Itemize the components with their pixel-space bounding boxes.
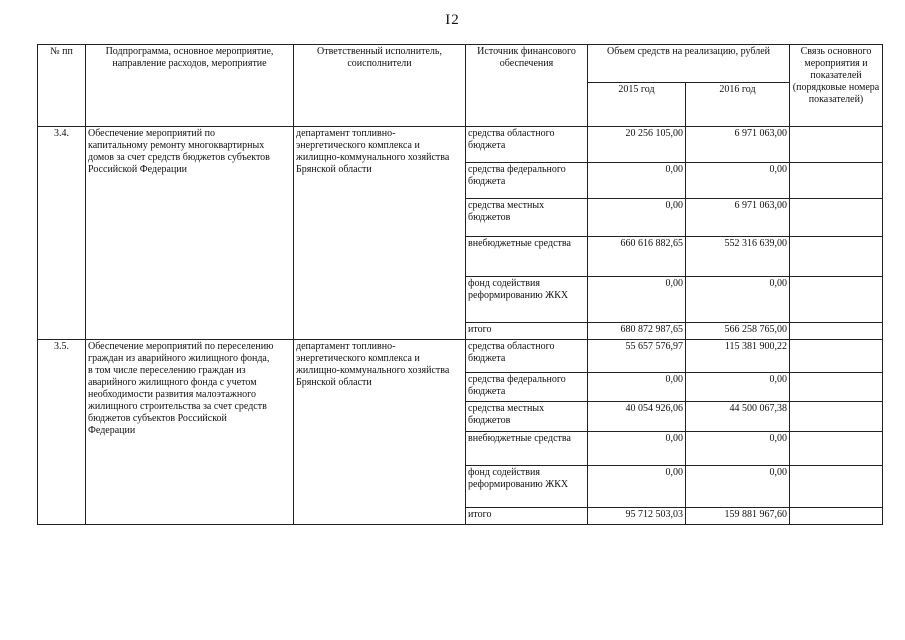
indicator-link xyxy=(790,237,883,277)
funding-source: внебюджетные средства xyxy=(466,237,588,277)
executor: департамент топливно- энергетического комплекса и жилищно-коммунального хозяйства Брянской области xyxy=(294,340,466,525)
indicator-link xyxy=(790,340,883,373)
funding-source: средства областного бюджета xyxy=(466,340,588,373)
amount-2016: 6 971 063,00 xyxy=(686,127,790,163)
total-label: итого xyxy=(466,508,588,525)
header-executor: Ответственный исполнитель, соисполнители xyxy=(294,45,466,127)
header-volume: Объем средств на реализацию, рублей xyxy=(588,45,790,83)
amount-2016: 0,00 xyxy=(686,432,790,466)
amount-2016: 115 381 900,22 xyxy=(686,340,790,373)
amount-2016: 0,00 xyxy=(686,373,790,402)
funding-source: средства областного бюджета xyxy=(466,127,588,163)
header-source: Источник финансового обеспечения xyxy=(466,45,588,127)
funding-source: фонд содействия реформированию ЖКХ xyxy=(466,466,588,508)
indicator-link xyxy=(790,323,883,340)
amount-2015: 20 256 105,00 xyxy=(588,127,686,163)
amount-2015: 95 712 503,03 xyxy=(588,508,686,525)
table-row xyxy=(38,340,883,373)
funding-source: средства федерального бюджета xyxy=(466,373,588,402)
funding-source: средства местных бюджетов xyxy=(466,402,588,432)
amount-2016: 0,00 xyxy=(686,163,790,199)
amount-2015: 0,00 xyxy=(588,199,686,237)
program-description: Обеспечение мероприятий по капитальному ремонту многоквартирных домов за счет средств бюджетов субъектов Российской Федерации xyxy=(86,127,294,340)
funding-source: средства федерального бюджета xyxy=(466,163,588,199)
header-year-2015: 2015 год xyxy=(588,83,686,127)
amount-2016: 159 881 967,60 xyxy=(686,508,790,525)
amount-2016: 552 316 639,00 xyxy=(686,237,790,277)
amount-2016: 566 258 765,00 xyxy=(686,323,790,340)
indicator-link xyxy=(790,163,883,199)
amount-2015: 0,00 xyxy=(588,432,686,466)
table-row xyxy=(38,127,883,163)
indicator-link xyxy=(790,432,883,466)
executor: департамент топливно- энергетического комплекса и жилищно-коммунального хозяйства Брянской области xyxy=(294,127,466,340)
header-year-2016: 2016 год xyxy=(686,83,790,127)
indicator-link xyxy=(790,277,883,323)
indicator-link xyxy=(790,199,883,237)
amount-2016: 0,00 xyxy=(686,466,790,508)
section-number: 3.5. xyxy=(38,340,86,525)
table-body xyxy=(38,127,883,525)
indicator-link xyxy=(790,466,883,508)
amount-2015: 0,00 xyxy=(588,163,686,199)
header-num: № пп xyxy=(38,45,86,127)
header-link: Связь основного мероприятия и показателей (порядковые номера показателей) xyxy=(790,45,883,127)
amount-2016: 6 971 063,00 xyxy=(686,199,790,237)
amount-2015: 55 657 576,97 xyxy=(588,340,686,373)
indicator-link xyxy=(790,508,883,525)
indicator-link xyxy=(790,373,883,402)
indicator-link xyxy=(790,127,883,163)
amount-2015: 660 616 882,65 xyxy=(588,237,686,277)
amount-2015: 40 054 926,06 xyxy=(588,402,686,432)
amount-2016: 44 500 067,38 xyxy=(686,402,790,432)
amount-2015: 0,00 xyxy=(588,373,686,402)
page-number: I2 xyxy=(445,12,460,28)
section-number: 3.4. xyxy=(38,127,86,340)
funding-source: средства местных бюджетов xyxy=(466,199,588,237)
indicator-link xyxy=(790,402,883,432)
funding-source: фонд содействия реформированию ЖКХ xyxy=(466,277,588,323)
amount-2015: 0,00 xyxy=(588,277,686,323)
header-program: Подпрограмма, основное мероприятие, направление расходов, мероприятие xyxy=(86,45,294,127)
funding-source: внебюджетные средства xyxy=(466,432,588,466)
total-label: итого xyxy=(466,323,588,340)
amount-2016: 0,00 xyxy=(686,277,790,323)
amount-2015: 0,00 xyxy=(588,466,686,508)
program-description: Обеспечение мероприятий по переселению граждан из аварийного жилищного фонда, в том числе переселению граждан из аварийного жилищного фонда с учетом необходимости развития малоэтажного жилищного строительства за счет средств бюджетов субъектов Российской Федерации xyxy=(86,340,294,525)
budget-table xyxy=(37,44,883,525)
amount-2015: 680 872 987,65 xyxy=(588,323,686,340)
